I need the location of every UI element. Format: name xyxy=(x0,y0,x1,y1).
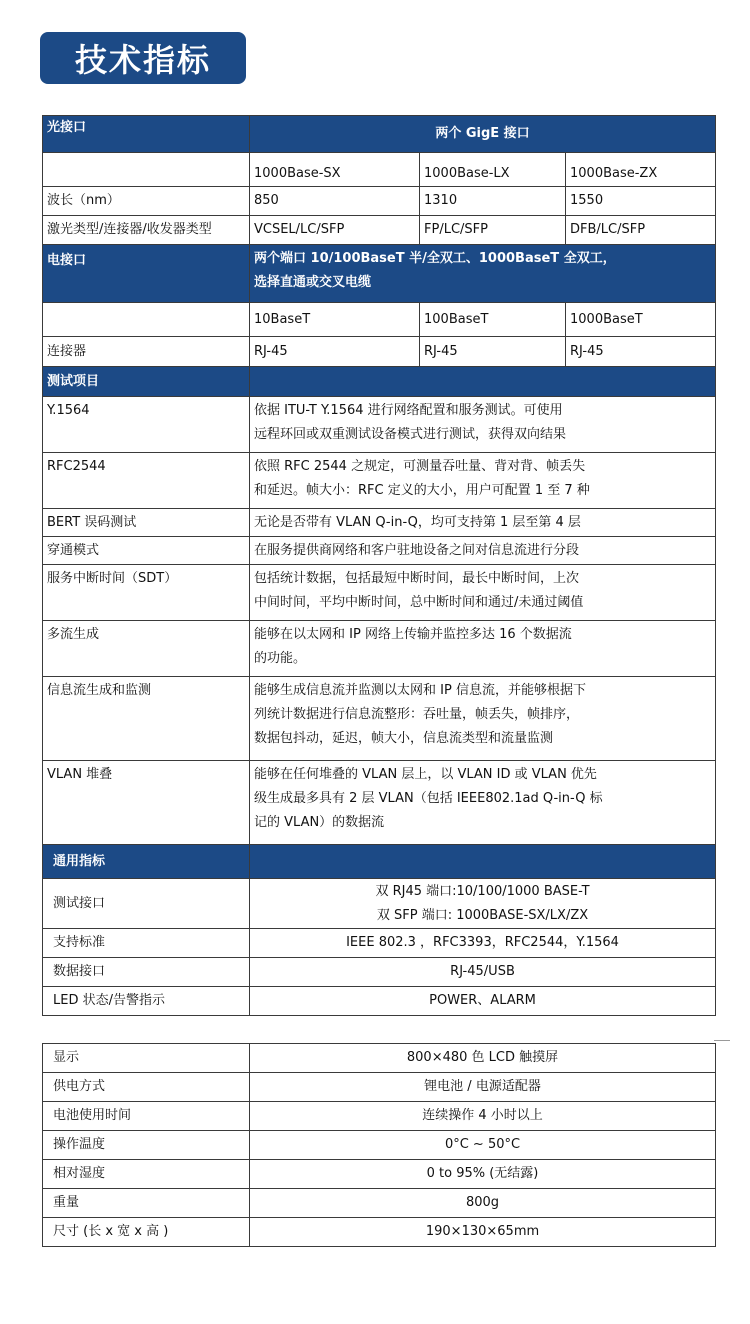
test-name: Y.1564 xyxy=(43,397,250,453)
spec-label: 显示 xyxy=(43,1044,250,1073)
optical-models-row xyxy=(43,153,716,187)
wavelength-row xyxy=(43,187,716,216)
electrical-header xyxy=(250,245,716,303)
test-row xyxy=(43,761,716,845)
optical-label: 光接口 xyxy=(43,116,250,153)
wavelength-label: 波长（nm） xyxy=(43,187,250,216)
spec-table-physical xyxy=(42,1043,716,1247)
specs-body xyxy=(43,1044,716,1247)
general-row-label: 数据接口 xyxy=(43,958,250,987)
test-row xyxy=(43,677,716,761)
spec-label: 相对湿度 xyxy=(43,1160,250,1189)
laser-value: DFB/LC/SFP xyxy=(566,216,716,245)
general-row-label: LED 状态/告警指示 xyxy=(43,987,250,1016)
spec-value: 800×480 色 LCD 触摸屏 xyxy=(250,1044,716,1073)
test-description-line: 依据 ITU-T Y.1564 进行网络配置和服务测试。可使用 xyxy=(254,403,563,418)
test-description-line: 在服务提供商网络和客户驻地设备之间对信息流进行分段 xyxy=(254,543,580,558)
laser-label: 激光类型/连接器/收发器类型 xyxy=(43,216,250,245)
general-row xyxy=(43,987,716,1016)
spec-label: 操作温度 xyxy=(43,1131,250,1160)
spec-row xyxy=(43,1189,716,1218)
electrical-header-line: 选择直通或交叉电缆 xyxy=(254,275,372,290)
connector-value: RJ-45 xyxy=(420,337,566,367)
test-name: RFC2544 xyxy=(43,453,250,509)
laser-row xyxy=(43,216,716,245)
general-header-row xyxy=(43,845,716,879)
laser-value: VCSEL/LC/SFP xyxy=(250,216,420,245)
test-port-line: 双 RJ45 端口:10/100/1000 BASE-T xyxy=(375,883,590,899)
general-label: 通用指标 xyxy=(43,845,250,879)
spec-label: 重量 xyxy=(43,1189,250,1218)
electrical-label: 电接口 xyxy=(43,245,250,303)
wavelength-value: 1550 xyxy=(566,187,716,216)
test-port-line: 双 SFP 端口: 1000BASE-SX/LX/ZX xyxy=(376,907,589,923)
test-row xyxy=(43,453,716,509)
tests-body xyxy=(43,397,716,845)
spec-label: 供电方式 xyxy=(43,1073,250,1102)
test-description-line: 的功能。 xyxy=(254,651,307,666)
test-description-line: 列统计数据进行信息流整形：吞吐量，帧丢失，帧排序， xyxy=(254,707,580,722)
general-row-value: RJ-45/USB xyxy=(250,958,716,987)
optical-model: 1000Base-LX xyxy=(420,153,566,187)
test-description-line: 包括统计数据，包括最短中断时间，最长中断时间，上次 xyxy=(254,571,580,586)
test-description-line: 能够在任何堆叠的 VLAN 层上，以 VLAN ID 或 VLAN 优先 xyxy=(254,767,597,782)
spec-table-main xyxy=(42,115,716,1016)
test-name: 服务中断时间（SDT） xyxy=(43,565,250,621)
electrical-models-row xyxy=(43,303,716,337)
connector-value: RJ-45 xyxy=(250,337,420,367)
electrical-model: 100BaseT xyxy=(420,303,566,337)
connector-label: 连接器 xyxy=(43,337,250,367)
tests-header-fill xyxy=(250,367,716,397)
spec-value: 0°C ~ 50°C xyxy=(250,1131,716,1160)
spec-row xyxy=(43,1131,716,1160)
general-row-value: POWER、ALARM xyxy=(250,987,716,1016)
test-row xyxy=(43,621,716,677)
wavelength-value: 850 xyxy=(250,187,420,216)
optical-model: 1000Base-SX xyxy=(250,153,420,187)
test-description-line: 数据包抖动，延迟，帧大小，信息流类型和流量监测 xyxy=(254,731,554,746)
general-body xyxy=(43,929,716,1016)
spec-value: 锂电池 / 电源适配器 xyxy=(250,1073,716,1102)
optical-header: 两个 GigE 接口 xyxy=(250,116,716,153)
tests-label: 测试项目 xyxy=(43,367,250,397)
spec-value: 0 to 95% (无结露) xyxy=(250,1160,716,1189)
spec-value: 连续操作 4 小时以上 xyxy=(250,1102,716,1131)
electrical-header-row xyxy=(43,245,716,303)
empty-cell xyxy=(43,303,250,337)
test-description xyxy=(250,761,716,845)
spec-row xyxy=(43,1218,716,1247)
general-row-value: IEEE 802.3 ，RFC3393，RFC2544，Y.1564 xyxy=(250,929,716,958)
electrical-header-line: 两个端口 10/100BaseT 半/全双工、1000BaseT 全双工， xyxy=(254,251,616,266)
test-name: BERT 误码测试 xyxy=(43,509,250,537)
test-description-line: 记的 VLAN）的数据流 xyxy=(254,815,385,830)
test-description xyxy=(250,397,716,453)
tests-header-row xyxy=(43,367,716,397)
general-row xyxy=(43,958,716,987)
test-name: 信息流生成和监测 xyxy=(43,677,250,761)
test-description-line: 无论是否带有 VLAN Q-in-Q，均可支持第 1 层至第 4 层 xyxy=(254,515,581,530)
empty-cell xyxy=(43,153,250,187)
spec-row xyxy=(43,1102,716,1131)
test-port-value xyxy=(250,879,716,929)
test-name: 多流生成 xyxy=(43,621,250,677)
test-description-line: 依照 RFC 2544 之规定，可测量吞吐量、背对背、帧丢失 xyxy=(254,459,586,474)
test-description-line: 级生成最多具有 2 层 VLAN（包括 IEEE802.1ad Q-in-Q 标 xyxy=(254,791,603,806)
test-description-line: 远程环回或双重测试设备模式进行测试，获得双向结果 xyxy=(254,427,567,442)
test-row xyxy=(43,397,716,453)
electrical-model: 1000BaseT xyxy=(566,303,716,337)
spec-row xyxy=(43,1160,716,1189)
test-description-line: 和延迟。帧大小：RFC 定义的大小，用户可配置 1 至 7 种 xyxy=(254,483,590,498)
test-description xyxy=(250,565,716,621)
spec-row xyxy=(43,1073,716,1102)
general-header-fill xyxy=(250,845,716,879)
general-row xyxy=(43,929,716,958)
test-description xyxy=(250,509,716,537)
test-row xyxy=(43,537,716,565)
optical-model: 1000Base-ZX xyxy=(566,153,716,187)
page-title: 技术指标 xyxy=(40,32,246,84)
test-description-line: 中间时间，平均中断时间，总中断时间和通过/未通过阈值 xyxy=(254,595,584,610)
test-row xyxy=(43,509,716,537)
test-description xyxy=(250,677,716,761)
divider xyxy=(714,1040,730,1041)
spec-row xyxy=(43,1044,716,1073)
general-row-label: 支持标准 xyxy=(43,929,250,958)
spec-value: 190×130×65mm xyxy=(250,1218,716,1247)
spec-value: 800g xyxy=(250,1189,716,1218)
test-name: 穿通模式 xyxy=(43,537,250,565)
test-description-line: 能够生成信息流并监测以太网和 IP 信息流，并能够根据下 xyxy=(254,683,586,698)
test-port-label: 测试接口 xyxy=(43,879,250,929)
spec-label: 电池使用时间 xyxy=(43,1102,250,1131)
laser-value: FP/LC/SFP xyxy=(420,216,566,245)
test-description xyxy=(250,453,716,509)
test-port-row xyxy=(43,879,716,929)
test-description xyxy=(250,537,716,565)
test-name: VLAN 堆叠 xyxy=(43,761,250,845)
test-row xyxy=(43,565,716,621)
test-description xyxy=(250,621,716,677)
connector-row xyxy=(43,337,716,367)
spec-label: 尺寸 (长 x 宽 x 高 ) xyxy=(43,1218,250,1247)
test-description-line: 能够在以太网和 IP 网络上传输并监控多达 16 个数据流 xyxy=(254,627,572,642)
wavelength-value: 1310 xyxy=(420,187,566,216)
electrical-model: 10BaseT xyxy=(250,303,420,337)
optical-header-row xyxy=(43,116,716,153)
connector-value: RJ-45 xyxy=(566,337,716,367)
